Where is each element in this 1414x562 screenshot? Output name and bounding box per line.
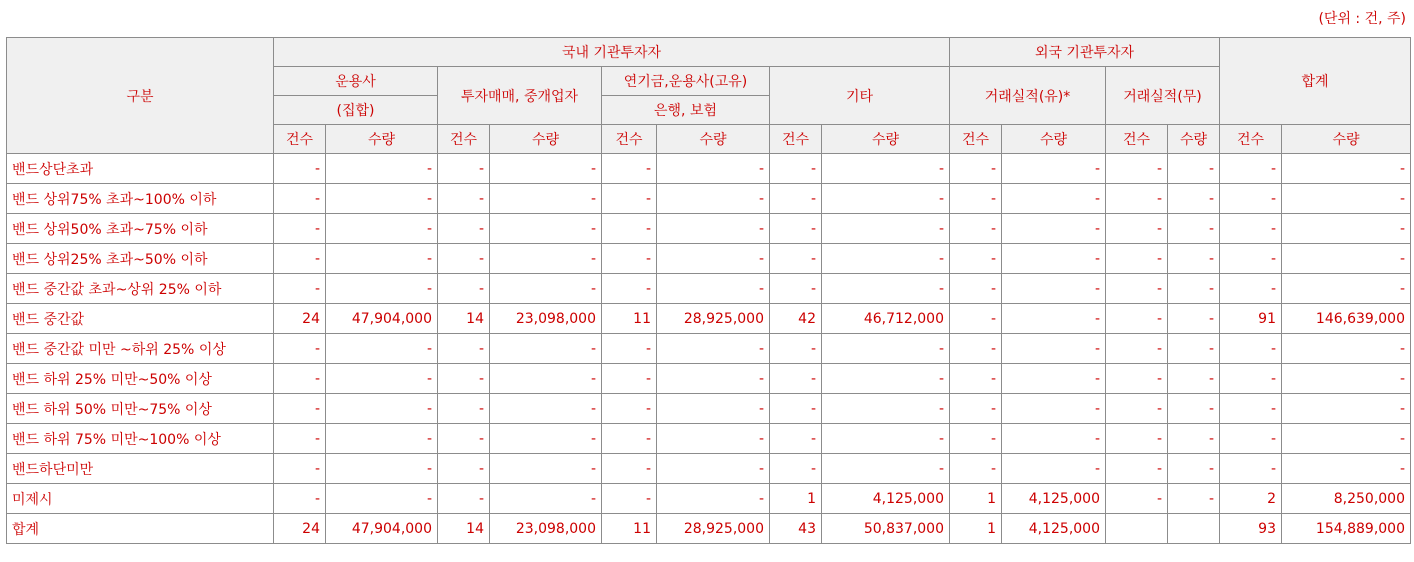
header-category: 구분 xyxy=(7,38,274,154)
cell-quantity: - xyxy=(490,274,602,304)
row-label: 밴드 상위25% 초과~50% 이하 xyxy=(7,244,274,274)
cell-quantity: - xyxy=(490,244,602,274)
cell-count: 11 xyxy=(602,304,657,334)
cell-quantity: - xyxy=(1002,424,1106,454)
cell-quantity: - xyxy=(326,184,438,214)
cell-count: - xyxy=(950,244,1002,274)
cell-quantity: - xyxy=(1168,214,1220,244)
cell-quantity: - xyxy=(1002,274,1106,304)
header-qty: 수량 xyxy=(657,125,770,154)
cell-count: - xyxy=(438,424,490,454)
row-label: 밴드 하위 50% 미만~75% 이상 xyxy=(7,394,274,424)
cell-count: 2 xyxy=(1220,484,1282,514)
cell-quantity: 47,904,000 xyxy=(326,304,438,334)
header-pension: 연기금,운용사(고유) xyxy=(602,67,770,96)
cell-quantity: 46,712,000 xyxy=(822,304,950,334)
cell-quantity: - xyxy=(1168,394,1220,424)
cell-count: - xyxy=(1106,454,1168,484)
cell-count: - xyxy=(438,274,490,304)
cell-count: - xyxy=(950,454,1002,484)
cell-quantity: - xyxy=(657,364,770,394)
header-count: 건수 xyxy=(438,125,490,154)
cell-count: - xyxy=(274,184,326,214)
cell-count: - xyxy=(1106,184,1168,214)
cell-quantity: - xyxy=(490,154,602,184)
cell-quantity: - xyxy=(1168,424,1220,454)
cell-quantity: - xyxy=(657,454,770,484)
cell-count: 14 xyxy=(438,304,490,334)
cell-count: - xyxy=(1220,364,1282,394)
cell-quantity: - xyxy=(1168,304,1220,334)
cell-quantity: - xyxy=(1002,184,1106,214)
cell-count: - xyxy=(438,394,490,424)
cell-count: - xyxy=(274,454,326,484)
cell-count: - xyxy=(950,274,1002,304)
cell-count: - xyxy=(1220,154,1282,184)
cell-count: - xyxy=(770,394,822,424)
cell-quantity: - xyxy=(822,394,950,424)
cell-count: - xyxy=(1106,334,1168,364)
cell-count xyxy=(1106,514,1168,544)
row-label: 합계 xyxy=(7,514,274,544)
cell-count: - xyxy=(950,364,1002,394)
cell-quantity: - xyxy=(822,154,950,184)
table-row xyxy=(7,424,1411,454)
cell-quantity: 28,925,000 xyxy=(657,514,770,544)
cell-count: 91 xyxy=(1220,304,1282,334)
cell-quantity: - xyxy=(490,484,602,514)
cell-quantity: - xyxy=(490,334,602,364)
cell-quantity: - xyxy=(657,334,770,364)
cell-quantity: 28,925,000 xyxy=(657,304,770,334)
cell-count: - xyxy=(602,334,657,364)
cell-quantity: - xyxy=(326,364,438,394)
cell-quantity: - xyxy=(657,484,770,514)
table-row xyxy=(7,154,1411,184)
cell-quantity: - xyxy=(1002,334,1106,364)
cell-count: - xyxy=(602,454,657,484)
cell-quantity: - xyxy=(490,364,602,394)
cell-count: 1 xyxy=(770,484,822,514)
cell-count: - xyxy=(274,364,326,394)
row-label: 밴드 중간값 미만 ~하위 25% 이상 xyxy=(7,334,274,364)
header-trade-no: 거래실적(무) xyxy=(1106,67,1220,125)
table-row xyxy=(7,364,1411,394)
table-row xyxy=(7,304,1411,334)
header-qty: 수량 xyxy=(490,125,602,154)
cell-count: - xyxy=(438,334,490,364)
cell-quantity: - xyxy=(490,394,602,424)
cell-quantity: 8,250,000 xyxy=(1282,484,1411,514)
cell-quantity: - xyxy=(326,424,438,454)
cell-quantity: - xyxy=(822,244,950,274)
cell-count: - xyxy=(274,394,326,424)
table-header xyxy=(7,38,1411,154)
cell-count: 24 xyxy=(274,514,326,544)
cell-count: - xyxy=(770,424,822,454)
cell-quantity: - xyxy=(1168,154,1220,184)
cell-quantity: 4,125,000 xyxy=(822,484,950,514)
header-invest-trade: 투자매매, 중개업자 xyxy=(438,67,602,125)
cell-quantity: 50,837,000 xyxy=(822,514,950,544)
row-label: 밴드 하위 75% 미만~100% 이상 xyxy=(7,424,274,454)
header-pension-sub: 은행, 보험 xyxy=(602,96,770,125)
cell-count: - xyxy=(274,334,326,364)
cell-quantity: - xyxy=(326,214,438,244)
cell-quantity: - xyxy=(1002,214,1106,244)
cell-quantity: - xyxy=(657,184,770,214)
cell-count: - xyxy=(274,484,326,514)
cell-quantity: - xyxy=(657,274,770,304)
cell-quantity: - xyxy=(326,334,438,364)
cell-count: - xyxy=(438,184,490,214)
cell-count: - xyxy=(274,244,326,274)
cell-count: - xyxy=(770,364,822,394)
cell-count: - xyxy=(770,244,822,274)
header-qty: 수량 xyxy=(1282,125,1411,154)
cell-count: - xyxy=(602,244,657,274)
cell-count: - xyxy=(274,154,326,184)
cell-quantity: - xyxy=(326,394,438,424)
cell-quantity: - xyxy=(657,424,770,454)
header-count: 건수 xyxy=(274,125,326,154)
header-qty: 수량 xyxy=(1168,125,1220,154)
cell-count: 42 xyxy=(770,304,822,334)
cell-quantity: 23,098,000 xyxy=(490,304,602,334)
cell-count: - xyxy=(274,274,326,304)
cell-quantity: - xyxy=(822,334,950,364)
row-label: 밴드 상위75% 초과~100% 이하 xyxy=(7,184,274,214)
cell-count: - xyxy=(1220,424,1282,454)
cell-quantity: - xyxy=(326,154,438,184)
cell-count: - xyxy=(438,364,490,394)
header-trade-yes: 거래실적(유)* xyxy=(950,67,1106,125)
cell-count: - xyxy=(950,214,1002,244)
cell-quantity: 4,125,000 xyxy=(1002,514,1106,544)
cell-count: - xyxy=(1106,154,1168,184)
cell-quantity: 23,098,000 xyxy=(490,514,602,544)
header-asset-manager: 운용사 xyxy=(274,67,438,96)
cell-quantity: - xyxy=(657,154,770,184)
header-count: 건수 xyxy=(1220,125,1282,154)
cell-quantity: - xyxy=(1282,454,1411,484)
cell-quantity: - xyxy=(1002,364,1106,394)
cell-quantity: - xyxy=(1002,154,1106,184)
cell-count: 24 xyxy=(274,304,326,334)
cell-count: - xyxy=(602,214,657,244)
header-qty: 수량 xyxy=(822,125,950,154)
cell-quantity: - xyxy=(1168,334,1220,364)
cell-quantity: 146,639,000 xyxy=(1282,304,1411,334)
cell-count: - xyxy=(770,154,822,184)
cell-count: - xyxy=(602,424,657,454)
cell-count: - xyxy=(950,394,1002,424)
cell-count: - xyxy=(602,394,657,424)
cell-count: - xyxy=(438,484,490,514)
cell-count: - xyxy=(438,454,490,484)
header-count: 건수 xyxy=(602,125,657,154)
cell-quantity: - xyxy=(1168,184,1220,214)
cell-quantity: - xyxy=(1282,394,1411,424)
cell-count: 1 xyxy=(950,514,1002,544)
cell-quantity: - xyxy=(1282,274,1411,304)
table-row xyxy=(7,214,1411,244)
cell-count: 93 xyxy=(1220,514,1282,544)
cell-count: - xyxy=(1106,424,1168,454)
cell-count: - xyxy=(438,214,490,244)
cell-quantity: - xyxy=(1002,394,1106,424)
cell-count: - xyxy=(770,214,822,244)
cell-count: - xyxy=(1220,394,1282,424)
cell-count: - xyxy=(950,184,1002,214)
allocation-table xyxy=(6,37,1411,544)
row-label: 밴드하단미만 xyxy=(7,454,274,484)
cell-count: 14 xyxy=(438,514,490,544)
cell-count: 1 xyxy=(950,484,1002,514)
cell-quantity: 4,125,000 xyxy=(1002,484,1106,514)
cell-count: - xyxy=(438,244,490,274)
cell-quantity: - xyxy=(490,214,602,244)
cell-quantity: 47,904,000 xyxy=(326,514,438,544)
table-body xyxy=(7,154,1411,544)
cell-quantity: - xyxy=(657,394,770,424)
header-count: 건수 xyxy=(1106,125,1168,154)
cell-count: - xyxy=(602,274,657,304)
table-row xyxy=(7,274,1411,304)
cell-count: - xyxy=(602,484,657,514)
header-qty: 수량 xyxy=(1002,125,1106,154)
cell-quantity: - xyxy=(1282,154,1411,184)
cell-count: - xyxy=(1220,214,1282,244)
header-other: 기타 xyxy=(770,67,950,125)
cell-quantity: - xyxy=(326,244,438,274)
header-qty: 수량 xyxy=(326,125,438,154)
cell-quantity: - xyxy=(1168,244,1220,274)
cell-quantity: - xyxy=(1002,244,1106,274)
cell-quantity: - xyxy=(657,214,770,244)
cell-count: - xyxy=(1106,484,1168,514)
table-row xyxy=(7,334,1411,364)
row-label: 미제시 xyxy=(7,484,274,514)
cell-count: - xyxy=(1220,244,1282,274)
cell-count: - xyxy=(274,424,326,454)
cell-count: - xyxy=(1220,274,1282,304)
table-row xyxy=(7,514,1411,544)
cell-count: - xyxy=(602,184,657,214)
cell-quantity: - xyxy=(822,454,950,484)
cell-quantity: - xyxy=(822,214,950,244)
cell-quantity: - xyxy=(1002,454,1106,484)
header-count: 건수 xyxy=(770,125,822,154)
cell-count: - xyxy=(1220,184,1282,214)
cell-count: - xyxy=(770,184,822,214)
cell-quantity: - xyxy=(326,274,438,304)
cell-quantity: - xyxy=(490,454,602,484)
cell-count: - xyxy=(1106,244,1168,274)
row-label: 밴드상단초과 xyxy=(7,154,274,184)
cell-count: - xyxy=(274,214,326,244)
row-label: 밴드 중간값 초과~상위 25% 이하 xyxy=(7,274,274,304)
cell-count: - xyxy=(1106,304,1168,334)
cell-quantity: - xyxy=(1282,184,1411,214)
cell-quantity: - xyxy=(1168,484,1220,514)
cell-quantity: - xyxy=(490,424,602,454)
row-label: 밴드 중간값 xyxy=(7,304,274,334)
cell-count: - xyxy=(1106,214,1168,244)
cell-quantity: - xyxy=(1168,454,1220,484)
cell-quantity: - xyxy=(1002,304,1106,334)
header-total: 합계 xyxy=(1220,38,1411,125)
header-foreign: 외국 기관투자자 xyxy=(950,38,1220,67)
table-row xyxy=(7,184,1411,214)
cell-count: - xyxy=(950,334,1002,364)
table-row xyxy=(7,484,1411,514)
cell-count: - xyxy=(1220,454,1282,484)
row-label: 밴드 상위50% 초과~75% 이하 xyxy=(7,214,274,244)
cell-count: - xyxy=(770,334,822,364)
unit-note: (단위 : 건, 주) xyxy=(1318,11,1406,27)
cell-count: - xyxy=(950,424,1002,454)
cell-count: 11 xyxy=(602,514,657,544)
cell-quantity: - xyxy=(1282,424,1411,454)
cell-count: - xyxy=(602,364,657,394)
cell-quantity: - xyxy=(326,484,438,514)
header-asset-manager-sub: (집합) xyxy=(274,96,438,125)
cell-quantity: - xyxy=(822,424,950,454)
table-row xyxy=(7,394,1411,424)
cell-count: 43 xyxy=(770,514,822,544)
cell-count: - xyxy=(1220,334,1282,364)
cell-quantity: - xyxy=(822,184,950,214)
cell-quantity: - xyxy=(1282,244,1411,274)
cell-count: - xyxy=(770,274,822,304)
cell-quantity: - xyxy=(1282,334,1411,364)
cell-count: - xyxy=(950,154,1002,184)
cell-count: - xyxy=(1106,394,1168,424)
cell-count: - xyxy=(438,154,490,184)
cell-quantity: - xyxy=(1168,364,1220,394)
table-row xyxy=(7,244,1411,274)
cell-quantity: - xyxy=(326,454,438,484)
cell-quantity: - xyxy=(490,184,602,214)
header-domestic: 국내 기관투자자 xyxy=(274,38,950,67)
cell-quantity: 154,889,000 xyxy=(1282,514,1411,544)
cell-count: - xyxy=(1106,274,1168,304)
cell-count: - xyxy=(770,454,822,484)
cell-quantity: - xyxy=(1282,214,1411,244)
cell-quantity: - xyxy=(822,274,950,304)
cell-count: - xyxy=(602,154,657,184)
cell-count: - xyxy=(950,304,1002,334)
cell-quantity xyxy=(1168,514,1220,544)
cell-quantity: - xyxy=(822,364,950,394)
cell-quantity: - xyxy=(657,244,770,274)
row-label: 밴드 하위 25% 미만~50% 이상 xyxy=(7,364,274,394)
cell-quantity: - xyxy=(1282,364,1411,394)
cell-quantity: - xyxy=(1168,274,1220,304)
header-count: 건수 xyxy=(950,125,1002,154)
cell-count: - xyxy=(1106,364,1168,394)
table-row xyxy=(7,454,1411,484)
